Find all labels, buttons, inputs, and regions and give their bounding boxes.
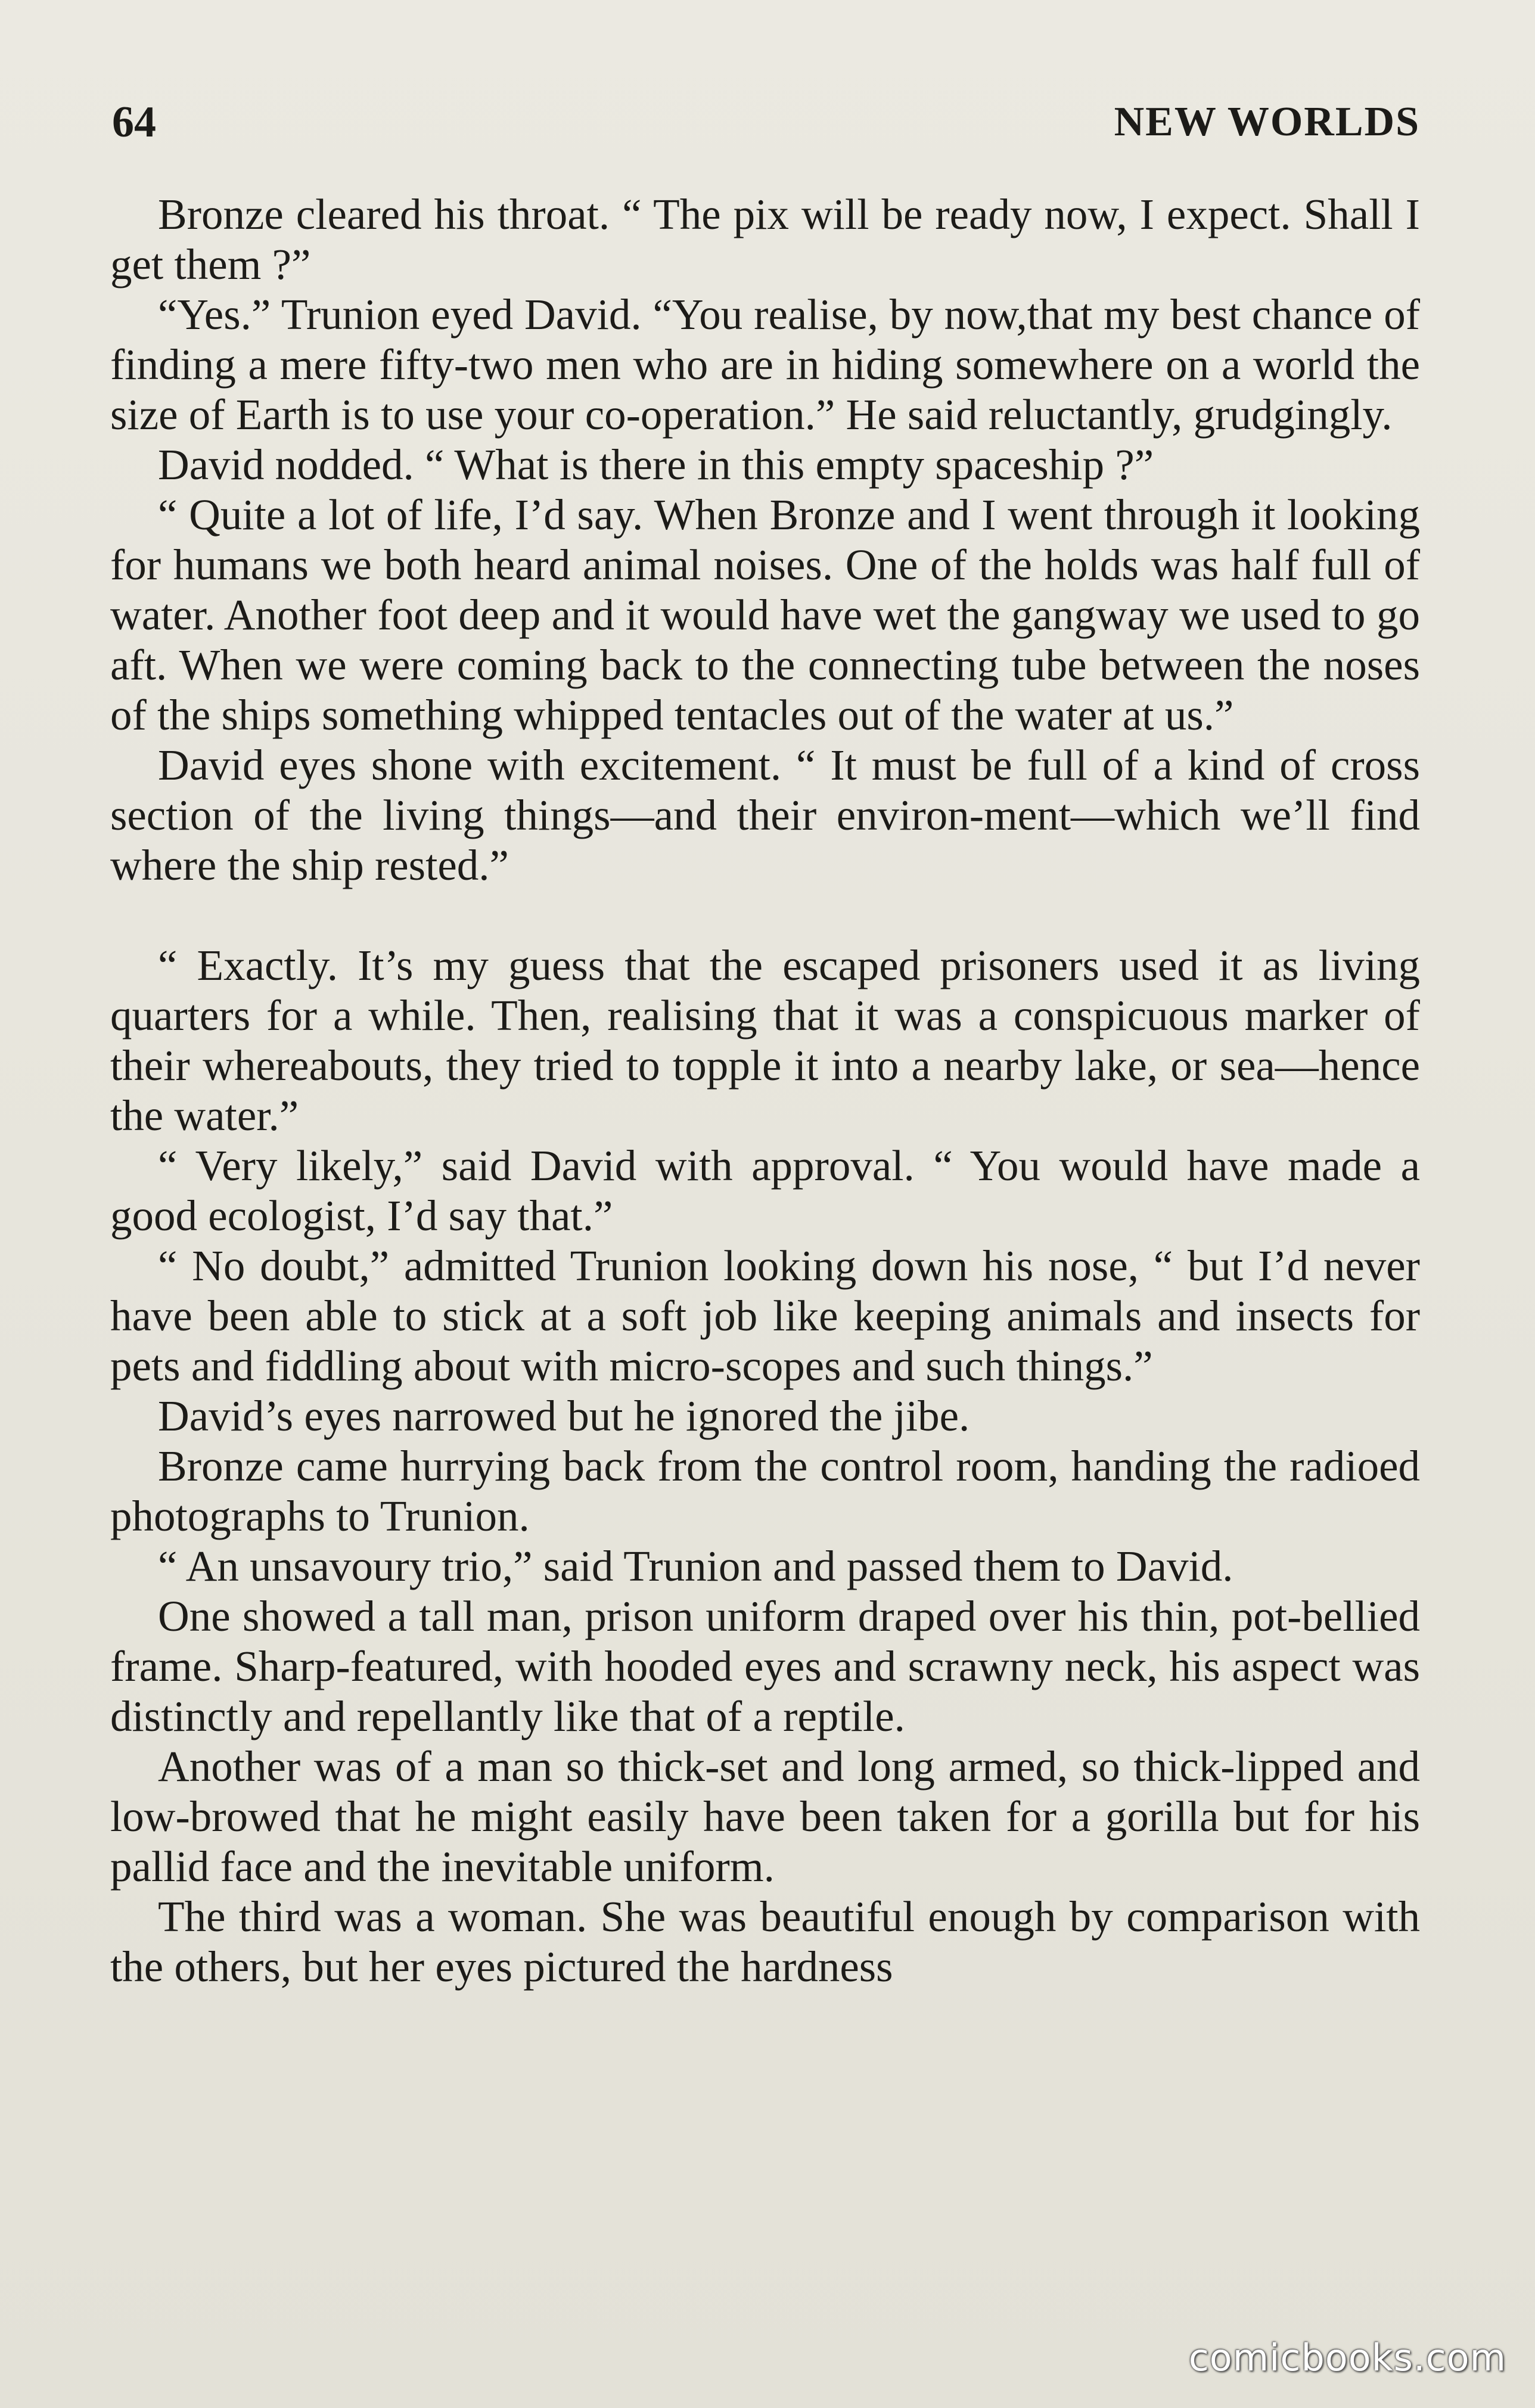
paragraph: Bronze cleared his throat. “ The pix will be ready now, I expect. Shall I get them ?” (110, 190, 1420, 288)
paragraph: David’s eyes narrowed but he ignored the jibe. (158, 1392, 970, 1440)
paragraph: One showed a tall man, prison uniform draped over his thin, pot-bellied frame. Sharp-featured, with hooded eyes and scrawny neck, his aspect was distinctly and repellantly like that of a reptile. (110, 1592, 1420, 1740)
running-head: NEW WORLDS (1114, 99, 1420, 145)
paragraph: Another was of a man so thick-set and long armed, so thick-lipped and low-browed that he might easily have been taken for a gorilla but for his pallid face and the inevitable uniform. (110, 1742, 1420, 1891)
paragraph: “ No doubt,” admitted Trunion looking down his nose, “ but I’d never have been able to stick at a soft job like keeping animals and insects for pets and fiddling about with micro-scopes and such things.” (110, 1242, 1420, 1390)
page-number: 64 (112, 98, 156, 147)
paragraph: “Yes.” Trunion eyed David. “You realise, by now,that my best chance of finding a mere fifty-two men who are in hiding somewhere on a world the size of Earth is to use your co-operation.” He said reluctantly, grudgingly. (110, 290, 1420, 439)
paragraph: “ An unsavoury trio,” said Trunion and passed them to David. (158, 1542, 1233, 1590)
paragraph: David eyes shone with excitement. “ It must be full of a kind of cross section of the living things—and their environ-ment—which we’ll find where the ship rested.” (110, 741, 1420, 889)
paragraph: “ Very likely,” said David with approval. “ You would have made a good ecologist, I’d say that.” (110, 1141, 1420, 1240)
paragraph: “ Exactly. It’s my guess that the escaped prisoners used it as living quarters for a while. Then, realising that it was a conspicuous marker of their whereabouts, they tried to topple it into a nearby lake, or sea—hence the water.” (110, 941, 1420, 1140)
paragraph: “ Quite a lot of life, I’d say. When Bronze and I went through it looking for humans we both heard animal noises. One of the holds was half full of water. Another foot deep and it would have wet the gangway we used to go aft. When we were coming back to the connecting tube between the noses of the ships something whipped tentacles out of the water at us.” (110, 491, 1420, 739)
paragraph: David nodded. “ What is there in this empty spaceship ?” (158, 440, 1154, 489)
paragraph: Bronze came hurrying back from the control room, handing the radioed photographs to Trunion. (110, 1442, 1420, 1540)
page-header (112, 89, 1420, 155)
body-text (110, 190, 1420, 1992)
paragraph: The third was a woman. She was beautiful enough by comparison with the others, but her eyes pictured the hardness (110, 1892, 1420, 1991)
watermark: comicbooks.com (1188, 2336, 1506, 2379)
